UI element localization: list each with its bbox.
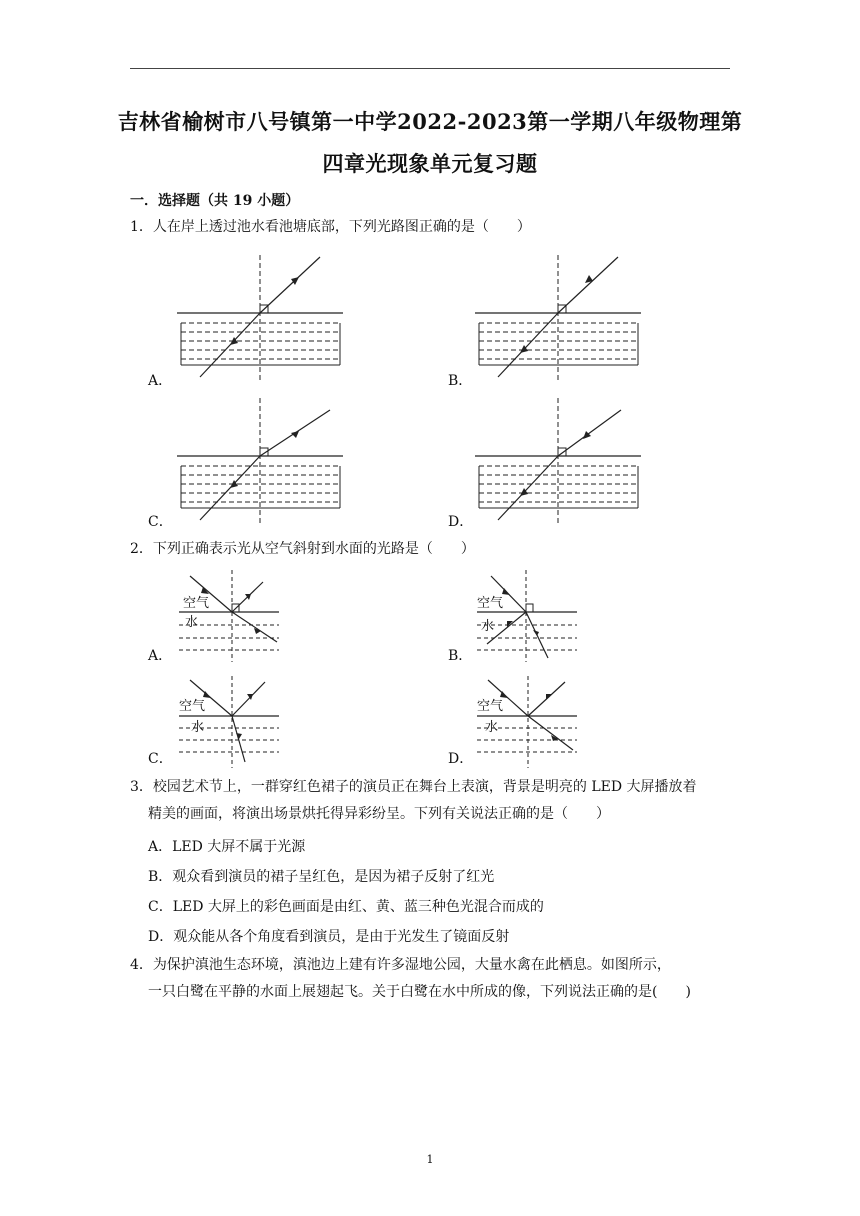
question-4-line-1: 4．为保护滇池生态环境，滇池边上建有许多湿地公园，大量水禽在此栖息。如图所示， [130, 957, 671, 973]
q1-option-a-label: A． [148, 373, 173, 389]
light-ray [260, 257, 320, 313]
q1-diagram-c [175, 398, 345, 526]
q2-option-d-label: D． [448, 751, 474, 767]
q2-diagram-c [175, 676, 285, 768]
q1-diagram-b [473, 255, 643, 383]
air-label: 空气 [477, 595, 504, 610]
arrow-icon [533, 630, 539, 636]
arrow-icon [546, 694, 552, 700]
question-2-text: 2．下列正确表示光从空气斜射到水面的光路是（ ） [130, 541, 475, 557]
page-number: 1 [426, 1153, 434, 1166]
air-label: 空气 [179, 698, 206, 713]
header-rule [130, 68, 730, 69]
question-3-text [130, 774, 735, 828]
q2-diagram-d [473, 676, 583, 768]
water-label: 水 [485, 719, 499, 734]
question-4-line-2: 一只白鹭在平静的水面上展翅起飞。关于白鹭在水中所成的像，下列说法正确的是( ) [148, 984, 691, 1000]
q1-option-d-label: D． [448, 514, 474, 530]
question-3-line-2: 精美的画面，将演出场景烘托得异彩纷呈。下列有关说法正确的是（ ） [148, 806, 610, 822]
q1-diagram-a [175, 255, 345, 383]
water-label: 水 [481, 618, 495, 633]
q2-option-b-label: B． [448, 648, 473, 664]
water-label: 水 [185, 614, 199, 629]
question-3-line-1: 3．校园艺术节上，一群穿红色裙子的演员正在舞台上表演，背景是明亮的 LED 大屏播放着 [130, 779, 697, 795]
section-heading: 一．选择题（共 19 小题） [130, 193, 300, 209]
arrow-icon [291, 277, 299, 285]
question-1-text: 1．人在岸上透过池水看池塘底部，下列光路图正确的是（ ） [130, 219, 531, 235]
q3-option-c: C．LED 大屏上的彩色画面是由红、黄、蓝三种色光混合而成的 [148, 899, 544, 915]
q1-option-c-label: C． [148, 514, 173, 530]
air-label: 空气 [183, 595, 210, 610]
q3-option-a: A．LED 大屏不属于光源 [148, 839, 306, 855]
arrow-icon [236, 733, 242, 739]
q3-option-d: D．观众能从各个角度看到演员，是由于光发生了镜面反射 [148, 929, 510, 945]
q2-option-c-label: C． [148, 751, 173, 767]
light-ray [558, 257, 618, 313]
water-label: 水 [191, 719, 205, 734]
air-label: 空气 [477, 698, 504, 713]
question-4-text [130, 952, 735, 1006]
light-ray [558, 410, 621, 456]
page-title-line-1: 吉林省榆树市八号镇第一中学2022-2023第一学期八年级物理第 [117, 109, 743, 134]
q3-option-b: B．观众看到演员的裙子呈红色，是因为裙子反射了红光 [148, 869, 495, 885]
q2-option-a-label: A． [148, 648, 173, 664]
q2-diagram-a [175, 570, 285, 662]
page-title-line-2: 四章光现象单元复习题 [322, 151, 538, 176]
q1-diagram-d [473, 398, 643, 526]
q2-diagram-b [473, 570, 583, 662]
q1-option-b-label: B． [448, 373, 473, 389]
